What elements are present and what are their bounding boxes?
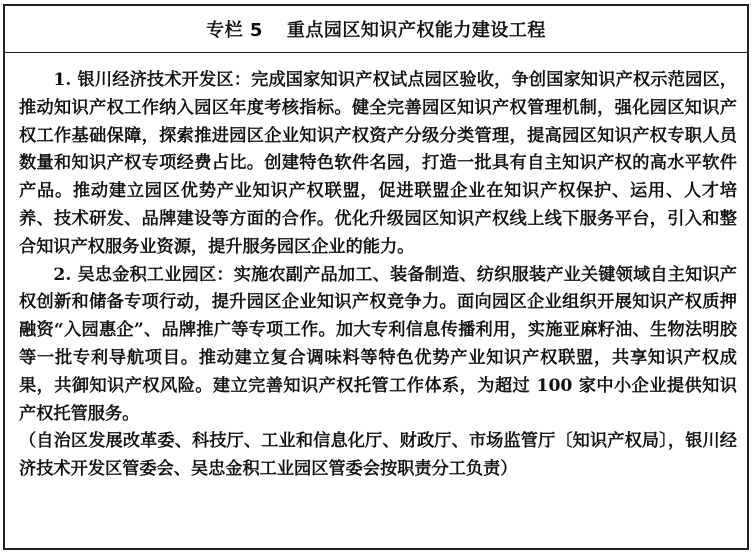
column-title-bar	[5, 6, 747, 53]
column-label: 专栏 5	[206, 20, 263, 41]
column-title: 重点园区知识产权能力建设工程	[286, 20, 546, 41]
column-content	[5, 53, 747, 484]
responsible-departments-note: （自治区发展改革委、科技厅、工业和信息化厅、财政厅、市场监管厅〔知识产权局〕，银川经济技术开发区管委会、吴忠金积工业园区管委会按职责分工负责）	[19, 431, 737, 480]
paragraph-yinchuan: 1. 银川经济技术开发区：完成国家知识产权试点园区验收，争创国家知识产权示范园区，推动知识产权工作纳入园区年度考核指标。健全完善园区知识产权管理机制，强化园区知识产权工作基础保障，探索推进园区企业知识产权资产分级分类管理，提高园区知识产权专职人员数量和知识产权专项经费占比。创建特色软件名园，打造一批具有自主知识产权的高水平软件产品。推动建立园区优势产业知识产权联盟，促进联盟企业在知识产权保护、运用、人才培养、技术研发、品牌建设等方面的合作。优化升级园区知识产权线上线下服务平台，引入和整合知识产权服务业资源，提升服务园区企业的能力。	[19, 70, 737, 257]
column-box	[3, 4, 749, 550]
paragraph-wuzhong: 2. 吴忠金积工业园区：实施农副产品加工、装备制造、纺织服装产业关键领域自主知识产权创新和储备专项行动，提升园区企业知识产权竞争力。面向园区企业组织开展知识产权质押融资“入园惠企”、品牌推广等专项工作。加大专利信息传播利用，实施亚麻籽油、生物法明胶等一批专利导航项目。推动建立复合调味料等特色优势产业知识产权联盟，共享知识产权成果，共御知识产权风险。建立完善知识产权托管工作体系，为超过 100 家中小企业提供知识产权托管服务。	[19, 264, 737, 424]
